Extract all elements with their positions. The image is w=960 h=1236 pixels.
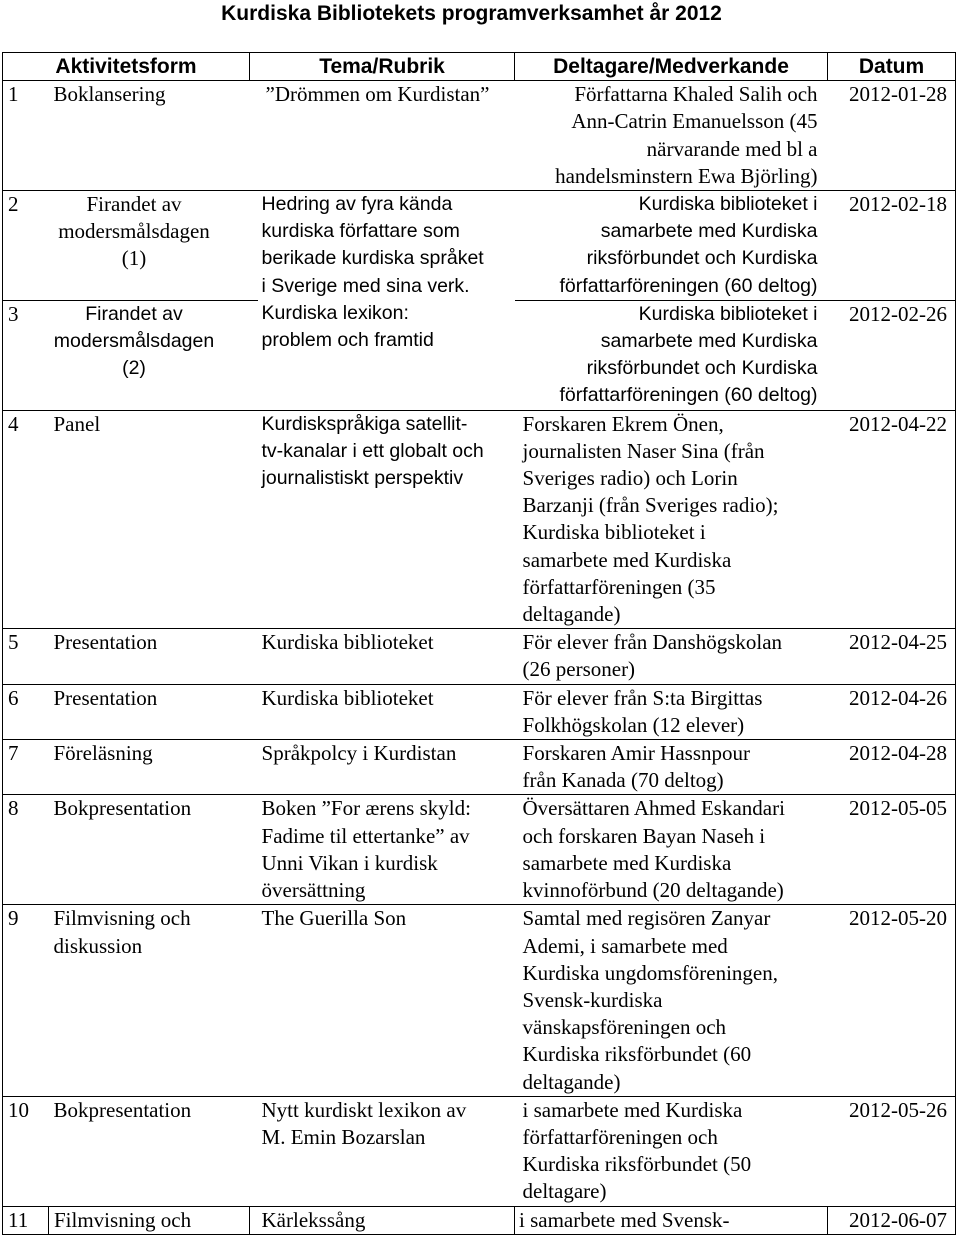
activity-cell: Panel bbox=[49, 410, 250, 629]
date-cell: 2012-04-25 bbox=[828, 629, 956, 684]
document-title: Kurdiska Bibliotekets programverksamhet år 2012 bbox=[221, 2, 722, 25]
participants-cell: Samtal med regisören Zanyar Ademi, i samarbete med Kurdiska ungdomsföreningen, Svensk-kurdiska vänskapsföreningen och Kurdiska riksförbundet (60 deltagande) bbox=[515, 905, 828, 1096]
row-number: 6 bbox=[3, 684, 49, 739]
participants-cell: Översättaren Ahmed Eskandari och forskaren Bayan Naseh i samarbete med Kurdiska kvinnoförbund (20 deltagande) bbox=[515, 795, 828, 905]
theme-cell: Kurdiska biblioteket bbox=[258, 629, 515, 684]
table-row bbox=[3, 1096, 956, 1206]
theme-cell: Språkpolcy i Kurdistan bbox=[258, 740, 515, 795]
participants-cell: För elever från S:ta Birgittas Folkhögskolan (12 elever) bbox=[515, 684, 828, 739]
date-cell: 2012-06-07 bbox=[828, 1206, 956, 1234]
row-number: 7 bbox=[3, 740, 49, 795]
date-cell: 2012-01-28 bbox=[828, 81, 956, 191]
participants-cell: Forskaren Amir Hassnpour från Kanada (70 deltog) bbox=[515, 740, 828, 795]
row-number: 3 bbox=[3, 300, 49, 410]
theme-cell: Kärlekssång bbox=[258, 1206, 515, 1234]
activity-cell: Presentation bbox=[49, 684, 250, 739]
date-cell: 2012-05-05 bbox=[828, 795, 956, 905]
participants-cell: Forskaren Ekrem Önen, journalisten Naser Sina (från Sveriges radio) och Lorin Barzanji (från Sveriges radio); Kurdiska biblioteket i samarbete med Kurdiska författarföreningen (35 deltagande) bbox=[515, 410, 828, 629]
activity-cell: Firandet av modersmålsdagen (2) bbox=[49, 300, 250, 410]
activity-cell: Filmvisning och bbox=[49, 1206, 250, 1234]
theme-cell: The Guerilla Son bbox=[258, 905, 515, 1096]
table-row bbox=[3, 684, 956, 739]
table-row bbox=[3, 1206, 956, 1234]
activity-cell: Boklansering bbox=[49, 81, 250, 191]
activity-cell: Föreläsning bbox=[49, 740, 250, 795]
activity-cell: Presentation bbox=[49, 629, 250, 684]
row-number: 2 bbox=[3, 191, 49, 301]
header-theme: Tema/Rubrik bbox=[250, 53, 515, 81]
row-number: 4 bbox=[3, 410, 49, 629]
date-cell: 2012-05-20 bbox=[828, 905, 956, 1096]
theme-cell: Boken ”For ærens skyld: Fadime til ettertanke” av Unni Vikan i kurdisk översättning bbox=[258, 795, 515, 905]
activity-cell: Bokpresentation bbox=[49, 795, 250, 905]
participants-cell: i samarbete med Kurdiska författarföreningen och Kurdiska riksförbundet (50 deltagare) bbox=[515, 1096, 828, 1206]
theme-cell: Kurdiska biblioteket bbox=[258, 684, 515, 739]
activity-cell: Bokpresentation bbox=[49, 1096, 250, 1206]
date-cell: 2012-04-22 bbox=[828, 410, 956, 629]
date-cell: 2012-05-26 bbox=[828, 1096, 956, 1206]
table-row bbox=[3, 740, 956, 795]
date-cell: 2012-04-26 bbox=[828, 684, 956, 739]
program-table bbox=[2, 52, 956, 1235]
table-row bbox=[3, 410, 956, 629]
theme-cell: Nytt kurdiskt lexikon av M. Emin Bozarslan bbox=[258, 1096, 515, 1206]
date-cell: 2012-02-26 bbox=[828, 300, 956, 410]
theme-cell: Kurdiskspråkiga satellit- tv-kanalar i ett globalt och journalistiskt perspektiv bbox=[258, 410, 515, 629]
row-number: 9 bbox=[3, 905, 49, 1096]
activity-cell: Filmvisning och diskussion bbox=[49, 905, 250, 1096]
participants-cell: i samarbete med Svensk- bbox=[515, 1206, 828, 1234]
date-cell: 2012-04-28 bbox=[828, 740, 956, 795]
row-number: 1 bbox=[3, 81, 49, 191]
table-row bbox=[3, 905, 956, 1096]
participants-cell: Kurdiska biblioteket i samarbete med Kurdiska riksförbundet och Kurdiska författarföreningen (60 deltog) bbox=[515, 191, 828, 301]
table-row bbox=[3, 191, 956, 301]
participants-cell: För elever från Danshögskolan (26 personer) bbox=[515, 629, 828, 684]
table-row bbox=[3, 795, 956, 905]
table-header-row bbox=[3, 53, 956, 81]
theme-cell: Hedring av fyra kända kurdiska författare som berikade kurdiska språket i Sverige med sina verk. Kurdiska lexikon: problem och framtid bbox=[258, 191, 515, 411]
row-number: 10 bbox=[3, 1096, 49, 1206]
participants-cell: Kurdiska biblioteket i samarbete med Kurdiska riksförbundet och Kurdiska författarföreningen (60 deltog) bbox=[515, 300, 828, 410]
table-row bbox=[3, 629, 956, 684]
table-row bbox=[3, 81, 956, 191]
theme-cell: ”Drömmen om Kurdistan” bbox=[250, 81, 515, 191]
date-cell: 2012-02-18 bbox=[828, 191, 956, 301]
row-number: 8 bbox=[3, 795, 49, 905]
row-number: 5 bbox=[3, 629, 49, 684]
row-number: 11 bbox=[3, 1206, 49, 1234]
header-activity: Aktivitetsform bbox=[3, 53, 250, 81]
activity-cell: Firandet av modersmålsdagen (1) bbox=[49, 191, 250, 301]
header-participants: Deltagare/Medverkande bbox=[515, 53, 828, 81]
participants-cell: Författarna Khaled Salih och Ann-Catrin Emanuelsson (45 närvarande med bl a handelsminstern Ewa Björling) bbox=[515, 81, 828, 191]
header-date: Datum bbox=[828, 53, 956, 81]
